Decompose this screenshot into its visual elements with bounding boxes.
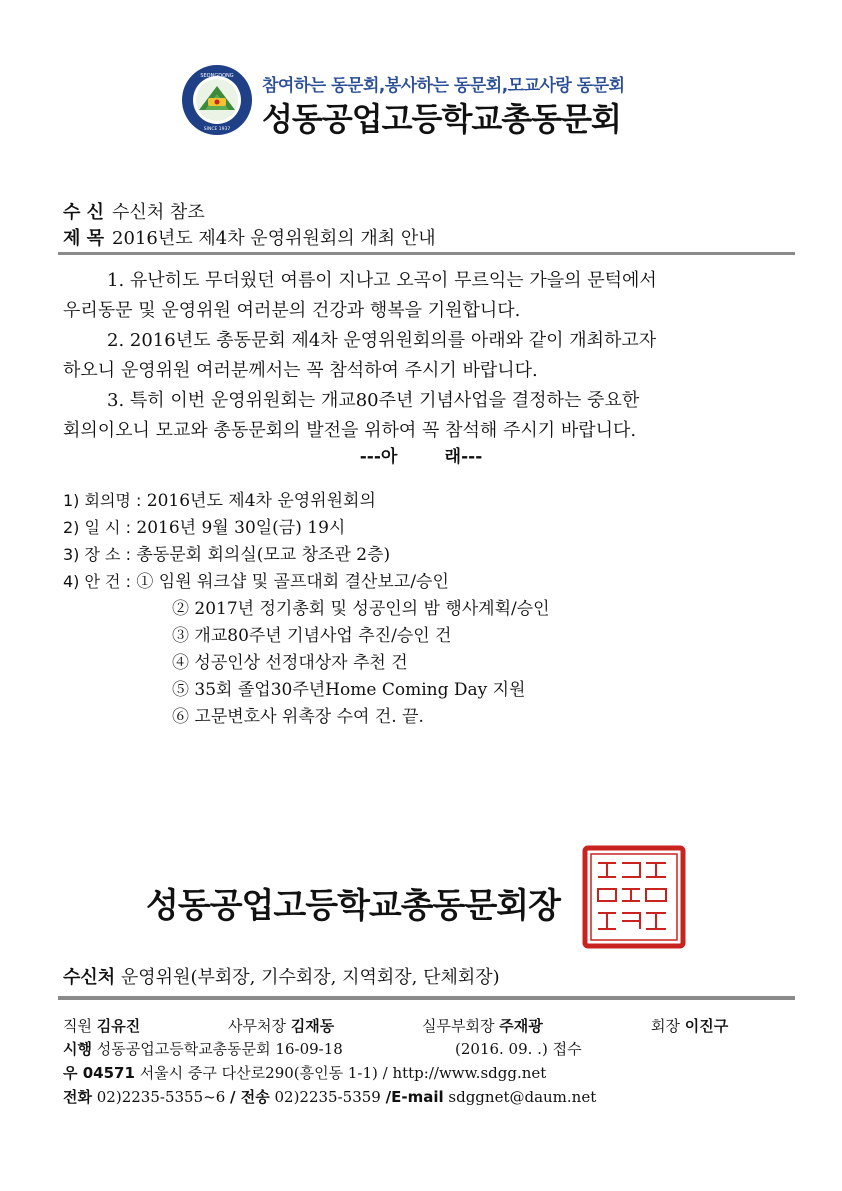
svg-text:SEONGDONG: SEONGDONG <box>200 73 234 79</box>
staff-vice-president <box>422 1015 543 1036</box>
footer-divider <box>58 996 795 1000</box>
item-datetime <box>63 513 345 538</box>
recipient-value: 수신처 참조 <box>112 202 205 223</box>
phone-label: 전화 <box>63 1088 92 1106</box>
staff-name: 주재광 <box>499 1017 543 1035</box>
enforcement-line <box>63 1038 343 1059</box>
address-line <box>63 1062 546 1083</box>
email-value: sdggnet@daum.net <box>448 1088 597 1106</box>
fax-label: / 전송 <box>230 1088 270 1106</box>
item-value: 2016년 9월 30일(금) 19시 <box>136 518 346 538</box>
item-place <box>63 540 390 565</box>
paragraph-3 <box>63 386 795 446</box>
contact-line <box>63 1086 596 1107</box>
receipt-stamp: (2016. 09. .) 접수 <box>455 1040 582 1058</box>
fax-value: 02)2235-5359 <box>274 1088 381 1106</box>
email-label: /E-mail <box>385 1088 444 1106</box>
postal-code: 우 04571 <box>63 1064 135 1082</box>
recipients-value: 운영위원(부회장, 기수회장, 지역회장, 단체회장) <box>120 967 500 988</box>
item-label: 4) 안 건 : <box>63 572 131 591</box>
agenda-item-6: ⑥ 고문변호사 위촉장 수여 건. 끝. <box>172 707 424 727</box>
recipients-line <box>63 963 500 989</box>
staff-name: 김유진 <box>96 1017 141 1035</box>
item-value: 총동문회 회의실(모교 창조관 2층) <box>136 545 391 565</box>
item-label: 1) 회의명 : <box>63 491 142 510</box>
signer-title: 성동공업고등학교총동문회장 <box>146 886 560 926</box>
enforcement-value: 성동공업고등학교총동문회 16-09-18 <box>96 1040 343 1058</box>
recipients-label: 수신처 <box>63 967 116 988</box>
staff-name: 이진구 <box>684 1017 729 1035</box>
staff-secretary-general <box>228 1015 334 1036</box>
paragraph-1 <box>63 266 795 326</box>
paragraph-2 <box>63 326 795 386</box>
agenda-item-5: ⑤ 35회 졸업30주년Home Coming Day 지원 <box>172 680 526 700</box>
item-meeting-name <box>63 486 376 511</box>
address-value: 서울시 중구 다산로290(흥인동 1-1) / http://www.sdgg.net <box>139 1064 547 1082</box>
item-value: 2016년도 제4차 운영위원회의 <box>146 491 376 511</box>
staff-president <box>651 1015 728 1036</box>
staff-name: 김재동 <box>290 1017 335 1035</box>
agenda-item-2: ② 2017년 정기총회 및 성공인의 밤 행사계획/승인 <box>172 599 550 619</box>
slogan: 참여하는 동문회,봉사하는 동문회,모교사랑 동문회 <box>262 76 625 96</box>
subject-line <box>63 224 436 250</box>
agenda-item-4: ④ 성공인상 선정대상자 추천 건 <box>172 653 408 673</box>
paragraph-1-line2: 우리동문 및 운영위원 여러분의 건강과 행복을 기원합니다. <box>63 300 521 321</box>
header-divider <box>58 252 795 255</box>
recipient-line <box>63 198 205 224</box>
paragraph-3-line1: 3. 특히 이번 운영위원회는 개교80주년 기념사업을 결정하는 중요한 <box>107 390 640 411</box>
paragraph-2-line2: 하오니 운영위원 여러분께서는 꼭 참석하여 주시기 바랍니다. <box>63 360 538 381</box>
phone-value: 02)2235-5355~6 <box>96 1088 226 1106</box>
org-name: 성동공업고등학교총동문회 <box>262 100 621 138</box>
staff-role: 직원 <box>63 1017 92 1035</box>
enforcement-label: 시행 <box>63 1040 92 1058</box>
staff-clerk <box>63 1015 140 1036</box>
recipient-label: 수 신 <box>63 202 105 223</box>
staff-role: 사무처장 <box>228 1017 286 1035</box>
official-seal-icon <box>582 845 686 949</box>
item-agenda <box>63 567 449 592</box>
item-value: ① 임원 워크샵 및 골프대회 결산보고/승인 <box>136 572 449 592</box>
staff-role: 실무부회장 <box>422 1017 495 1035</box>
alumni-logo <box>181 64 253 136</box>
section-title: ---아 래--- <box>359 447 483 467</box>
subject-label: 제 목 <box>63 228 105 249</box>
paragraph-2-line1: 2. 2016년도 총동문회 제4차 운영위원회의를 아래와 같이 개최하고자 <box>107 330 657 351</box>
item-label: 3) 장 소 : <box>63 545 131 564</box>
agenda-item-3: ③ 개교80주년 기념사업 추진/승인 건 <box>172 626 452 646</box>
staff-role: 회장 <box>651 1017 680 1035</box>
item-label: 2) 일 시 : <box>63 518 131 537</box>
paragraph-1-line1: 1. 유난히도 무더웠던 여름이 지나고 오곡이 무르익는 가을의 문턱에서 <box>107 270 657 291</box>
paragraph-3-line2: 회의이오니 모교와 총동문회의 발전을 위하여 꼭 참석해 주시기 바랍니다. <box>63 420 637 441</box>
svg-text:SINCE 1937: SINCE 1937 <box>203 127 231 132</box>
subject-value: 2016년도 제4차 운영위원회의 개최 안내 <box>112 228 436 249</box>
